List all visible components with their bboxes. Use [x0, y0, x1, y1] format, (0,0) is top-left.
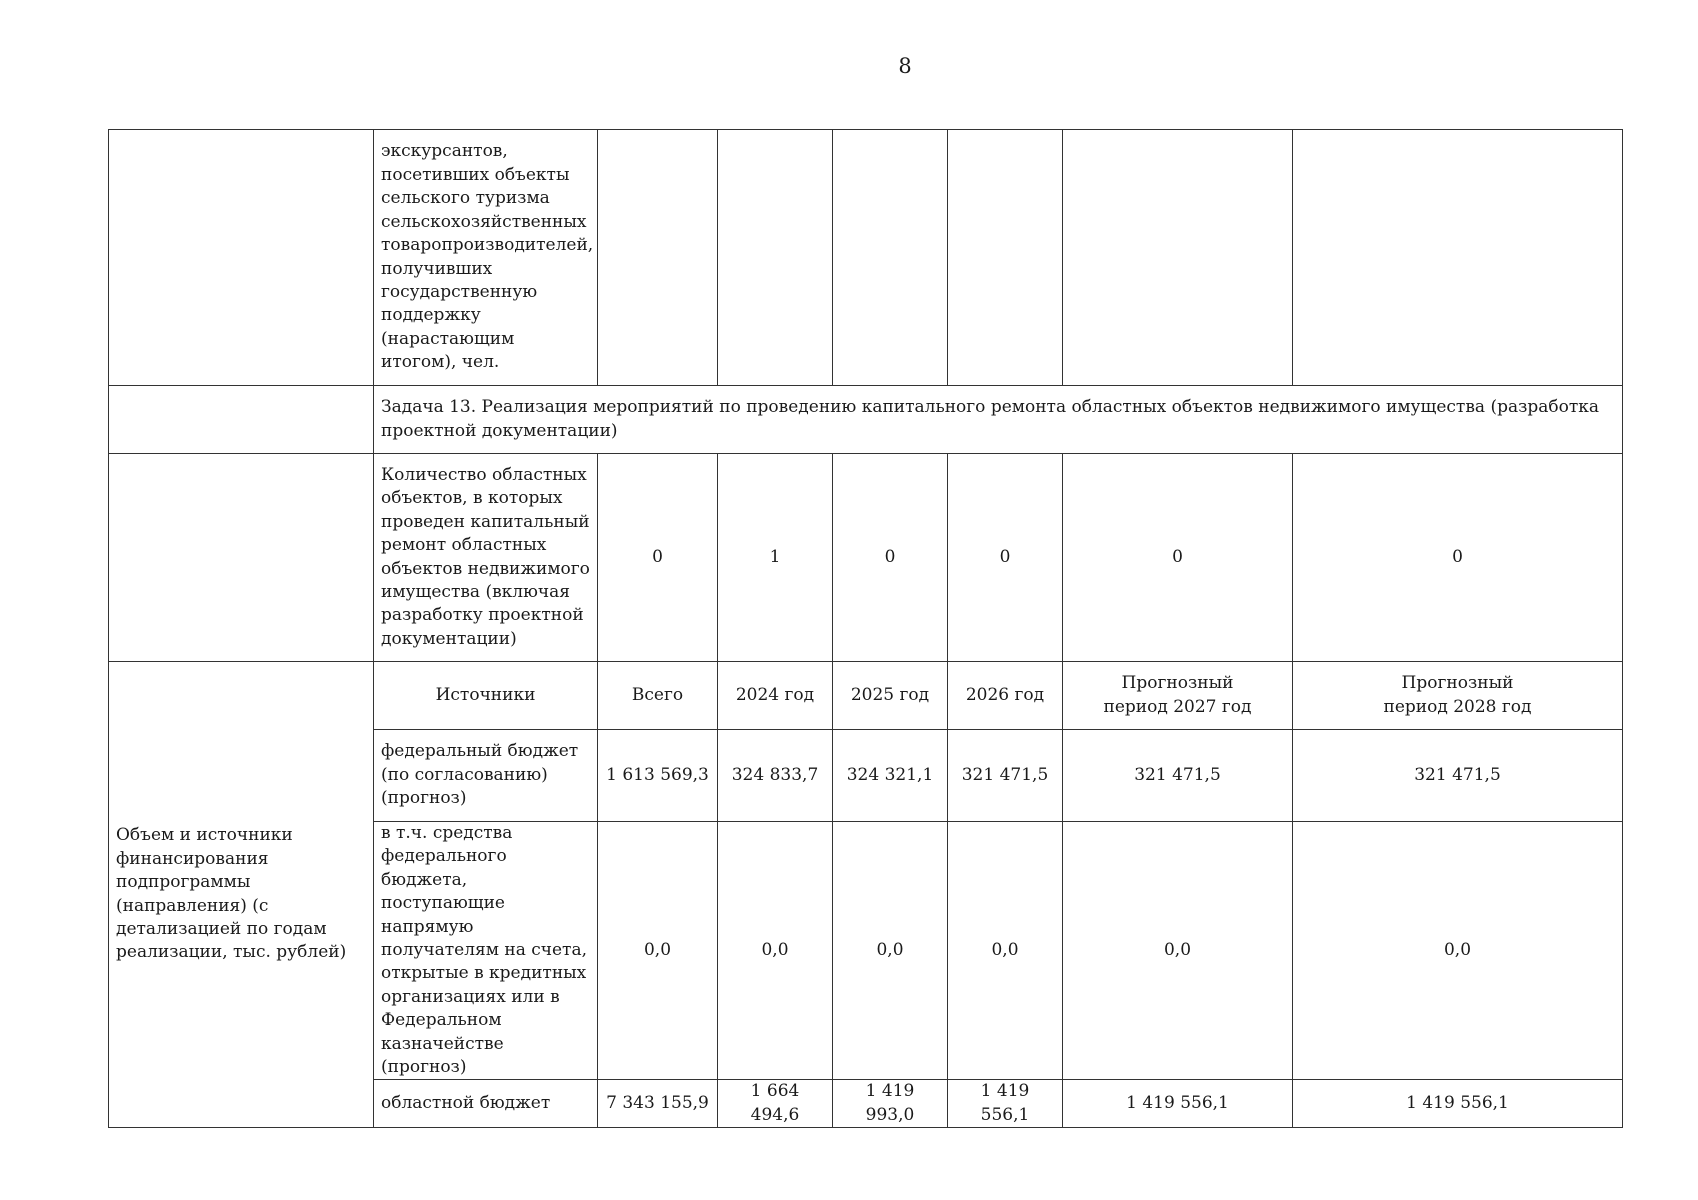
indicator-13-value: 1 [718, 454, 833, 662]
empty-cell [109, 130, 374, 386]
indicator-continuation-text: экскурсантов, посетивших объекты сельского туризма сельскохозяйственных товаропроизводителей, получивших государственную поддержку (нарастающим итогом), чел. [374, 130, 598, 386]
indicator-13-value: 0 [948, 454, 1063, 662]
indicator-13-label: Количество областных объектов, в которых проведен капитальный ремонт областных объектов недвижимого имущества (включая разработку проектной документации) [374, 454, 598, 662]
column-header-sources: Источники [374, 662, 598, 730]
amount-cell: 1 664 494,6 [718, 1080, 833, 1128]
amount-cell: 321 471,5 [948, 730, 1063, 822]
amount-cell: 7 343 155,9 [598, 1080, 718, 1128]
table-row-indicator-continuation [109, 130, 1623, 386]
amount-cell: 321 471,5 [1293, 730, 1623, 822]
page-number: 8 [898, 54, 912, 78]
empty-cell [948, 130, 1063, 386]
column-header-2024: 2024 год [718, 662, 833, 730]
source-label: в т.ч. средства федерального бюджета, поступающие напрямую получателям на счета, открытые в кредитных организациях или в Федеральном казначействе (прогноз) [374, 822, 598, 1080]
source-label: областной бюджет [374, 1080, 598, 1128]
amount-cell: 1 419 556,1 [1293, 1080, 1623, 1128]
amount-cell: 321 471,5 [1063, 730, 1293, 822]
amount-cell: 1 419 556,1 [1063, 1080, 1293, 1128]
amount-cell: 1 419 556,1 [948, 1080, 1063, 1128]
indicator-13-value: 0 [1063, 454, 1293, 662]
column-header-2027: Прогнозный период 2027 год [1063, 662, 1293, 730]
empty-cell [1293, 130, 1623, 386]
column-header-2028: Прогнозный период 2028 год [1293, 662, 1623, 730]
column-header-2025: 2025 год [833, 662, 948, 730]
amount-cell: 324 321,1 [833, 730, 948, 822]
program-table [108, 129, 1623, 1128]
amount-cell: 324 833,7 [718, 730, 833, 822]
amount-cell: 0,0 [948, 822, 1063, 1080]
task-13-title: Задача 13. Реализация мероприятий по проведению капитального ремонта областных объектов недвижимого имущества (разработка проектной документации) [374, 386, 1623, 454]
source-label: федеральный бюджет (по согласованию) (прогноз) [374, 730, 598, 822]
empty-cell [1063, 130, 1293, 386]
indicator-13-value: 0 [833, 454, 948, 662]
indicator-13-value: 0 [598, 454, 718, 662]
column-header-total: Всего [598, 662, 718, 730]
empty-cell [109, 386, 374, 454]
amount-cell: 0,0 [718, 822, 833, 1080]
amount-cell: 0,0 [1063, 822, 1293, 1080]
financing-section-label: Объем и источники финансирования подпрограммы (направления) (с детализацией по годам реализации, тыс. рублей) [109, 662, 374, 1128]
indicator-13-value: 0 [1293, 454, 1623, 662]
amount-cell: 1 613 569,3 [598, 730, 718, 822]
amount-cell: 0,0 [833, 822, 948, 1080]
table-row-task-13 [109, 386, 1623, 454]
amount-cell: 0,0 [1293, 822, 1623, 1080]
column-header-2026: 2026 год [948, 662, 1063, 730]
table-row-financing-header [109, 662, 1623, 730]
table-row-indicator-13 [109, 454, 1623, 662]
amount-cell: 0,0 [598, 822, 718, 1080]
amount-cell: 1 419 993,0 [833, 1080, 948, 1128]
empty-cell [718, 130, 833, 386]
empty-cell [598, 130, 718, 386]
empty-cell [833, 130, 948, 386]
empty-cell [109, 454, 374, 662]
